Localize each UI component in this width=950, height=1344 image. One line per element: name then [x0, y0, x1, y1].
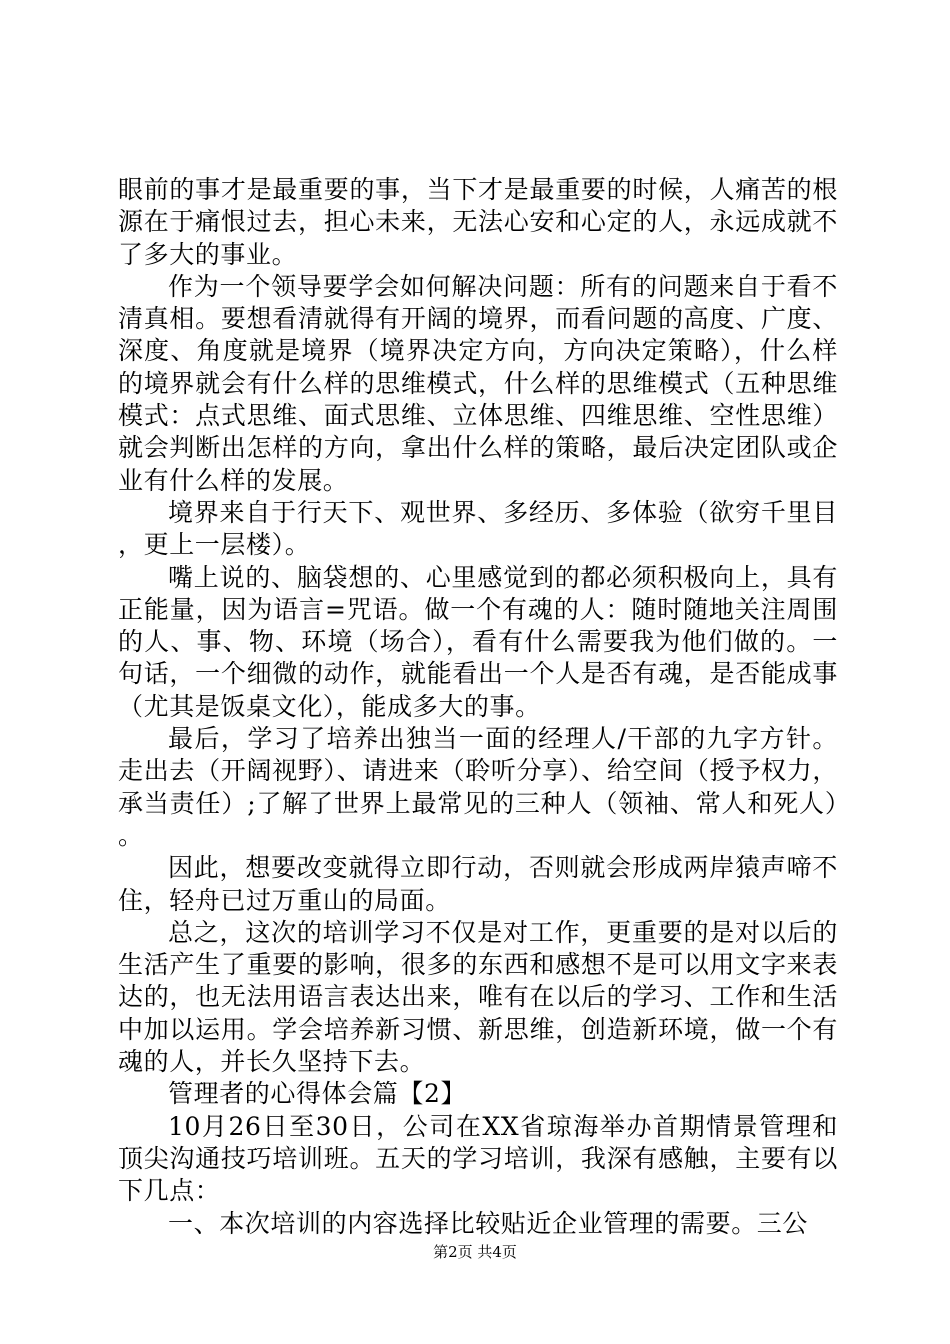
paragraph-point-one: 一、本次培训的内容选择比较贴近企业管理的需要。三公 [168, 1208, 809, 1238]
paragraph-conclusion: 总之，这次的培训学习不仅是对工作，更重要的是对以后的生活产生了重要的影响，很多的东西和感想不是可以用文字来表达的，也无法用语言表达出来，唯有在以后的学习、工作和生活中加以运用。学会培养新习惯、新思维，创造新环境，做一个有魂的人，并长久坚持下去。 [118, 917, 838, 1077]
document-body [118, 174, 838, 1240]
paragraph-realm-source: 境界来自于行天下、观世界、多经历、多体验（欲穷千里目，更上一层楼）。 [118, 497, 838, 560]
paragraph-nine-character-policy: 最后，学习了培养出独当一面的经理人/干部的九字方针。走出去（开阔视野）、请进来（聆听分享）、给空间（授予权力，承当责任）;了解了世界上最常见的三种人（领袖、常人和死人）。 [118, 724, 838, 850]
paragraph-training-intro: 10月26日至30日，公司在XX省琼海举办首期情景管理和顶尖沟通技巧培训班。五天的学习培训，我深有感触，主要有以下几点： [118, 1111, 838, 1206]
page-footer: 第2页 共4页 [433, 1243, 517, 1261]
paragraph-continuation: 眼前的事才是最重要的事，当下才是最重要的时候，人痛苦的根源在于痛恨过去，担心未来，无法心安和心定的人，永远成就不了多大的事业。 [118, 175, 838, 269]
paragraph-positive-energy: 嘴上说的、脑袋想的、心里感觉到的都必须积极向上，具有正能量，因为语言=咒语。做一个有魂的人：随时随地关注周围的人、事、物、环境（场合），看有什么需要我为他们做的。一句话，一个细微的动作，就能看出一个人是否有魂，是否能成事（尤其是饭桌文化），能成多大的事。 [118, 562, 838, 721]
section-heading: 管理者的心得体会篇【2】 [168, 1079, 467, 1109]
paragraph-take-action: 因此，想要改变就得立即行动，否则就会形成两岸猿声啼不住，轻舟已过万重山的局面。 [118, 853, 838, 915]
paragraph-leadership-problem-solving: 作为一个领导要学会如何解决问题：所有的问题来自于看不清真相。要想看清就得有开阔的境界，而看问题的高度、广度、深度、角度就是境界（境界决定方向，方向决定策略），什么样的境界就会有什么样的思维模式，什么样的思维模式（五种思维模式：点式思维、面式思维、立体思维、四维思维、空性思维）就会判断出怎样的方向，拿出什么样的策略，最后决定团队或企业有什么样的发展。 [118, 271, 838, 495]
